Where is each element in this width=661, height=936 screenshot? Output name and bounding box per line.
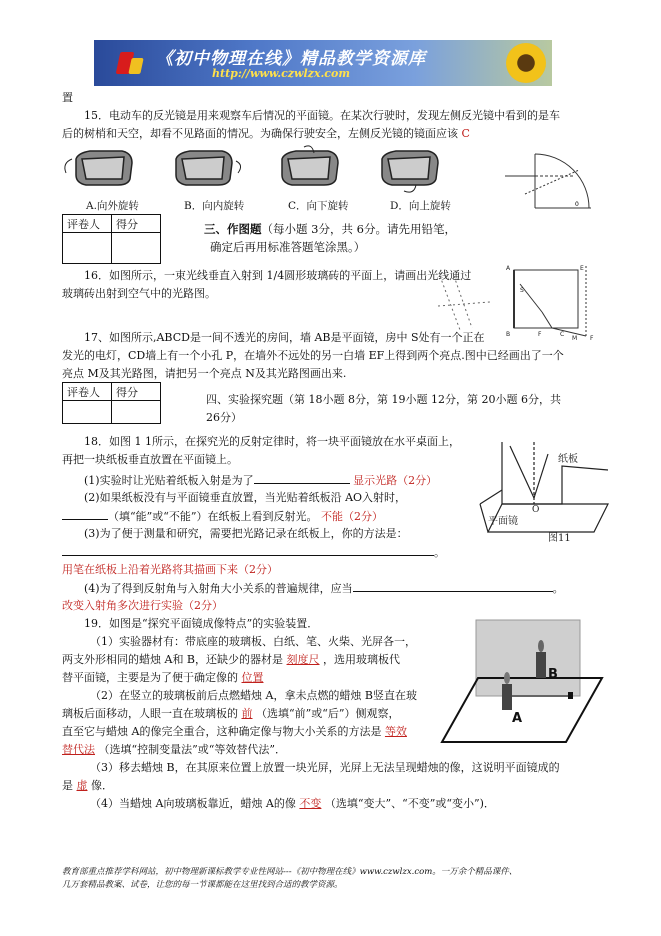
q17-room-figure: [500, 262, 600, 342]
q15-option-d: D．向上旋转: [390, 200, 451, 212]
q18-fig-caption: 图11: [548, 533, 571, 544]
banner-url: http://www.czwlzx.com: [212, 67, 350, 80]
footer-line2: 几万套精品教案、试卷，让您的每一节课都能在这里找到合适的教学资源。: [62, 880, 343, 890]
q19-line1: 19．如图是“探究平面镜成像特点”的实验装置．: [84, 617, 319, 630]
banner-logo: [116, 48, 146, 78]
q19-s2-line2: 璃板后面移动，人眼一直在玻璃板的 前 （选填“前”或“后”）侧观察，: [62, 707, 400, 720]
section4-line2: 26分）: [206, 411, 242, 424]
q17-line2: 发光的电灯，CD墙上有一个小孔 P，在墙外不远处的另一白墙 EF上得到两个亮点.图中已经画出了一个: [62, 349, 564, 362]
q15-answer: C: [461, 127, 470, 140]
banner: [94, 40, 552, 86]
grader-header-2: 评卷人: [63, 383, 112, 401]
q19-s3-line2: 是 虚 像．: [62, 779, 113, 792]
q19-s1-answer2: 位置: [241, 671, 264, 684]
q16-dashed-figure: [430, 272, 500, 332]
banner-title: 《初中物理在线》精品教学资源库: [156, 49, 426, 69]
q18-s2-answer: 不能（2分）: [321, 510, 383, 523]
q16-quarter-circle-figure: [505, 150, 605, 212]
sunflower-image: [506, 43, 546, 83]
q19-s2-line3: 直至它与蜡烛 A的像完全重合，这种确定像与物大小关系的方法是 等效: [62, 725, 407, 738]
q17-line1: 17、如图所示,ABCD是一间不透光的房间，墙 AB是平面镜，房中 S处有一个正在: [84, 331, 485, 344]
mirror-c-image: [282, 146, 338, 185]
score-header-2: 得分: [112, 383, 161, 401]
q19-s4-answer: 不变: [299, 797, 322, 810]
svg-text:F: F: [538, 331, 542, 338]
q15-mirrors-figure: [62, 145, 462, 197]
section3-line2: 确定后再用标准答题笔涂黑。）: [210, 240, 366, 254]
svg-text:C: C: [560, 331, 565, 338]
q19-s2-line1: （2）在竖立的玻璃板前后点燃蜡烛 A，拿未点燃的蜡烛 B竖直在玻: [90, 689, 418, 702]
score-box-2: [62, 382, 161, 424]
q18-s3-answer: 用笔在纸板上沿着光路将其描画下来（2分）: [62, 563, 278, 576]
q19-s2-answer2a: 等效: [384, 725, 407, 738]
q18-reflection-figure: [478, 440, 610, 544]
q19-s3-line1: （3）移去蜡烛 B，在其原来位置上放置一块光屏，光屏上无法呈现蜡烛的像，这说明平面镜成的: [90, 761, 560, 774]
q19-s1-line2: 两支外形相同的蜡烛 A和 B，还缺少的器材是 刻度尺 ，选用玻璃板代: [62, 653, 401, 666]
q17-line3: 亮点 M及其光路图，请把另一个亮点 N及其光路图画出来.: [62, 367, 347, 380]
q19-s2-answer1: 前: [241, 707, 253, 720]
svg-text:B: B: [506, 331, 511, 338]
score-cell-2[interactable]: [112, 401, 161, 424]
svg-text:A: A: [506, 265, 511, 272]
footer-line1: 教育部重点推荐学科网站，初中物理新课标教学专业性网站---《初中物理在线》www.czwlzx.com。一万余个精品课件、: [62, 867, 518, 877]
q19-fig-label-a: A: [512, 711, 523, 726]
q19-s4: （4）当蜡烛 A向玻璃板靠近，蜡烛 A的像 不变 （选填“变大”、“不变”或“变小”)．: [90, 797, 495, 810]
score-cell[interactable]: [112, 233, 161, 264]
q15-line2: 后的树梢和天空，却看不见路面的情况。为确保行驶安全，左侧反光镜的镜面应该 C: [62, 127, 470, 140]
svg-text:0: 0: [575, 201, 579, 208]
prev-question-tail: 置: [62, 91, 73, 104]
q18-s1: (1)实验时让光贴着纸板入射是为了 显示光路（2分）: [84, 474, 438, 487]
q16-line2: 玻璃砖出射到空气中的光路图。: [62, 287, 216, 300]
mirror-d-image: [382, 151, 438, 192]
q18-fig-paper-label: 纸板: [558, 454, 578, 465]
q16-line1: 16．如图所示，一束光线垂直入射到 1/4圆形玻璃砖的平面上，请画出光线通过: [84, 269, 472, 282]
q19-fig-label-b: B: [548, 667, 558, 682]
q18-s4-line1: (4)为了得到反射角与入射角大小关系的普遍规律，应当 。: [84, 582, 564, 595]
q18-fig-o-label: O: [532, 505, 540, 515]
svg-text:M: M: [572, 335, 578, 342]
q18-s4-answer: 改变入射角多次进行实验（2分）: [62, 599, 223, 612]
q18-s2-line1: (2)如果纸板没有与平面镜垂直放置，当光贴着纸板沿 AO入射时，: [84, 491, 407, 504]
section3-heading: 三、作图题（每小题 3分，共 6分。请先用铅笔，: [204, 222, 456, 236]
q18-s3-line1: (3)为了便于测量和研究，需要把光路记录在纸板上，你的方法是：: [84, 527, 408, 540]
q19-s1-line1: （1）实验器材有：带底座的玻璃板、白纸、笔、火柴、光屏各一，: [90, 635, 416, 648]
q18-line2: 再把一块纸板垂直放置在平面镜上。: [62, 453, 238, 466]
q15-option-b: B．向内旋转: [184, 200, 245, 212]
svg-text:F: F: [590, 335, 594, 342]
q15-line1: 15．电动车的反光镜是用来观察车后情况的平面镜。在某次行驶时，发现左侧反光镜中看到的是车: [84, 109, 560, 122]
mirror-a-image: [65, 151, 132, 185]
q19-s2-answer2b: 替代法: [62, 743, 95, 756]
q19-s1-answer1: 刻度尺: [286, 653, 320, 666]
section4-line1: 四、实验探究题（第 18小题 8分，第 19小题 12分，第 20小题 6分，共: [206, 393, 561, 406]
svg-text:E: E: [580, 265, 584, 272]
q18-fig-mirror-label: 平面镜: [488, 516, 518, 527]
score-header: 得分: [112, 215, 161, 233]
q18-line1: 18．如图 1 1所示，在探究光的反射定律时，将一块平面镜放在水平桌面上，: [84, 435, 460, 448]
q19-s2-line4: 替代法 （选填“控制变量法”或“等效替代法”．: [62, 743, 286, 756]
q18-s3-blank: 。: [62, 544, 445, 560]
q19-s1-line3: 替平面镜，主要是为了便于确定像的 位置: [62, 671, 264, 684]
q15-option-a: A.向外旋转: [86, 200, 139, 212]
grader-cell[interactable]: [63, 233, 112, 264]
q18-s2-line2: （填“能”或“不能”）在纸板上看到反射光。 不能（2分）: [62, 508, 383, 524]
q18-s1-answer: 显示光路（2分）: [353, 474, 438, 487]
grader-cell-2[interactable]: [63, 401, 112, 424]
q19-s3-answer: 虚: [76, 779, 88, 792]
svg-text:S: S: [520, 287, 524, 294]
q19-mirror-setup-figure: [436, 616, 608, 748]
mirror-b-image: [176, 151, 241, 185]
grader-header: 评卷人: [63, 215, 112, 233]
score-box-1: [62, 214, 161, 264]
q15-option-c: C．向下旋转: [288, 200, 349, 212]
